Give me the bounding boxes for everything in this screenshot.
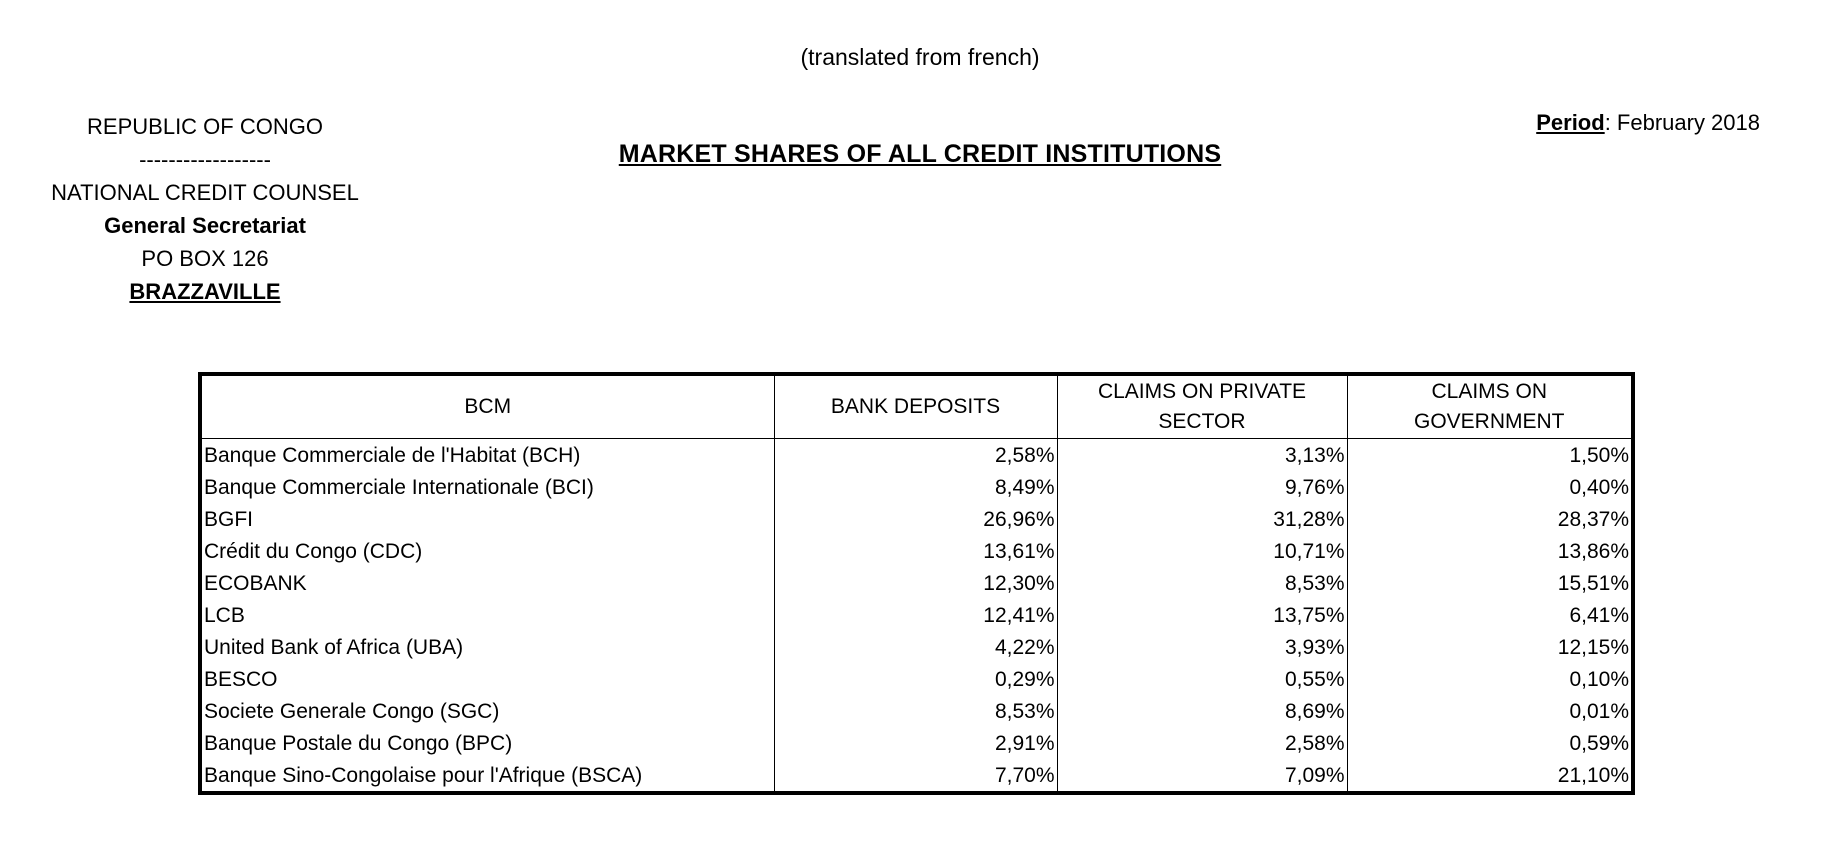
government-claims-cell: 0,01% (1347, 695, 1633, 727)
table-row (200, 727, 1633, 759)
column-header-bcm: BCM (200, 374, 774, 439)
government-claims-cell: 0,59% (1347, 727, 1633, 759)
private-claims-cell: 13,75% (1057, 599, 1347, 631)
government-claims-cell: 0,10% (1347, 663, 1633, 695)
institution-name: NATIONAL CREDIT COUNSEL (51, 180, 359, 205)
bank-name-cell: Crédit du Congo (CDC) (200, 535, 774, 567)
market-shares-table (198, 372, 1635, 795)
bank-deposits-cell: 2,91% (774, 727, 1057, 759)
bank-name-cell: United Bank of Africa (UBA) (200, 631, 774, 663)
bank-name-cell: BGFI (200, 503, 774, 535)
private-claims-cell: 8,53% (1057, 567, 1347, 599)
government-claims-cell: 1,50% (1347, 439, 1633, 472)
column-header-government-claims: CLAIMS ON GOVERNMENT (1347, 374, 1633, 439)
department-name: General Secretariat (104, 213, 306, 238)
government-claims-cell: 15,51% (1347, 567, 1633, 599)
period-label: Period (1536, 110, 1605, 135)
private-claims-cell: 10,71% (1057, 535, 1347, 567)
bank-deposits-cell: 12,30% (774, 567, 1057, 599)
government-claims-cell: 13,86% (1347, 535, 1633, 567)
bank-deposits-cell: 26,96% (774, 503, 1057, 535)
country-name: REPUBLIC OF CONGO (87, 114, 323, 139)
po-box: PO BOX 126 (141, 246, 269, 271)
translation-note: (translated from french) (800, 44, 1040, 70)
government-claims-cell: 21,10% (1347, 759, 1633, 793)
government-claims-cell: 6,41% (1347, 599, 1633, 631)
bank-deposits-cell: 12,41% (774, 599, 1057, 631)
bank-deposits-cell: 8,49% (774, 471, 1057, 503)
bank-name-cell: Societe Generale Congo (SGC) (200, 695, 774, 727)
table-row (200, 695, 1633, 727)
private-claims-cell: 0,55% (1057, 663, 1347, 695)
bank-deposits-cell: 4,22% (774, 631, 1057, 663)
bank-name-cell: BESCO (200, 663, 774, 695)
table-row (200, 535, 1633, 567)
bank-deposits-cell: 0,29% (774, 663, 1057, 695)
city-name: BRAZZAVILLE (129, 279, 281, 304)
bank-name-cell: ECOBANK (200, 567, 774, 599)
private-claims-cell: 9,76% (1057, 471, 1347, 503)
private-claims-cell: 3,93% (1057, 631, 1347, 663)
government-claims-cell: 0,40% (1347, 471, 1633, 503)
page-title: MARKET SHARES OF ALL CREDIT INSTITUTIONS (618, 140, 1222, 168)
bank-name-cell: Banque Commerciale Internationale (BCI) (200, 471, 774, 503)
table-row (200, 663, 1633, 695)
private-claims-cell: 2,58% (1057, 727, 1347, 759)
column-header-private-claims: CLAIMS ON PRIVATE SECTOR (1057, 374, 1347, 439)
table-row (200, 439, 1633, 472)
table-row (200, 631, 1633, 663)
table-header-row (200, 374, 1633, 439)
bank-name-cell: Banque Commerciale de l'Habitat (BCH) (200, 439, 774, 472)
column-header-deposits: BANK DEPOSITS (774, 374, 1057, 439)
bank-deposits-cell: 8,53% (774, 695, 1057, 727)
period-value: : February 2018 (1604, 110, 1760, 135)
bank-deposits-cell: 2,58% (774, 439, 1057, 472)
government-claims-cell: 28,37% (1347, 503, 1633, 535)
table-row (200, 759, 1633, 793)
table-row (200, 599, 1633, 631)
bank-name-cell: LCB (200, 599, 774, 631)
private-claims-cell: 31,28% (1057, 503, 1347, 535)
bank-deposits-cell: 13,61% (774, 535, 1057, 567)
private-claims-cell: 3,13% (1057, 439, 1347, 472)
bank-deposits-cell: 7,70% (774, 759, 1057, 793)
period-line (1460, 110, 1760, 136)
organization-block (30, 110, 380, 308)
private-claims-cell: 7,09% (1057, 759, 1347, 793)
table-row (200, 471, 1633, 503)
table-row (200, 567, 1633, 599)
bank-name-cell: Banque Sino-Congolaise pour l'Afrique (BSCA) (200, 759, 774, 793)
bank-name-cell: Banque Postale du Congo (BPC) (200, 727, 774, 759)
private-claims-cell: 8,69% (1057, 695, 1347, 727)
table-body (200, 439, 1633, 794)
table-row (200, 503, 1633, 535)
separator-line: ------------------ (139, 147, 271, 172)
government-claims-cell: 12,15% (1347, 631, 1633, 663)
